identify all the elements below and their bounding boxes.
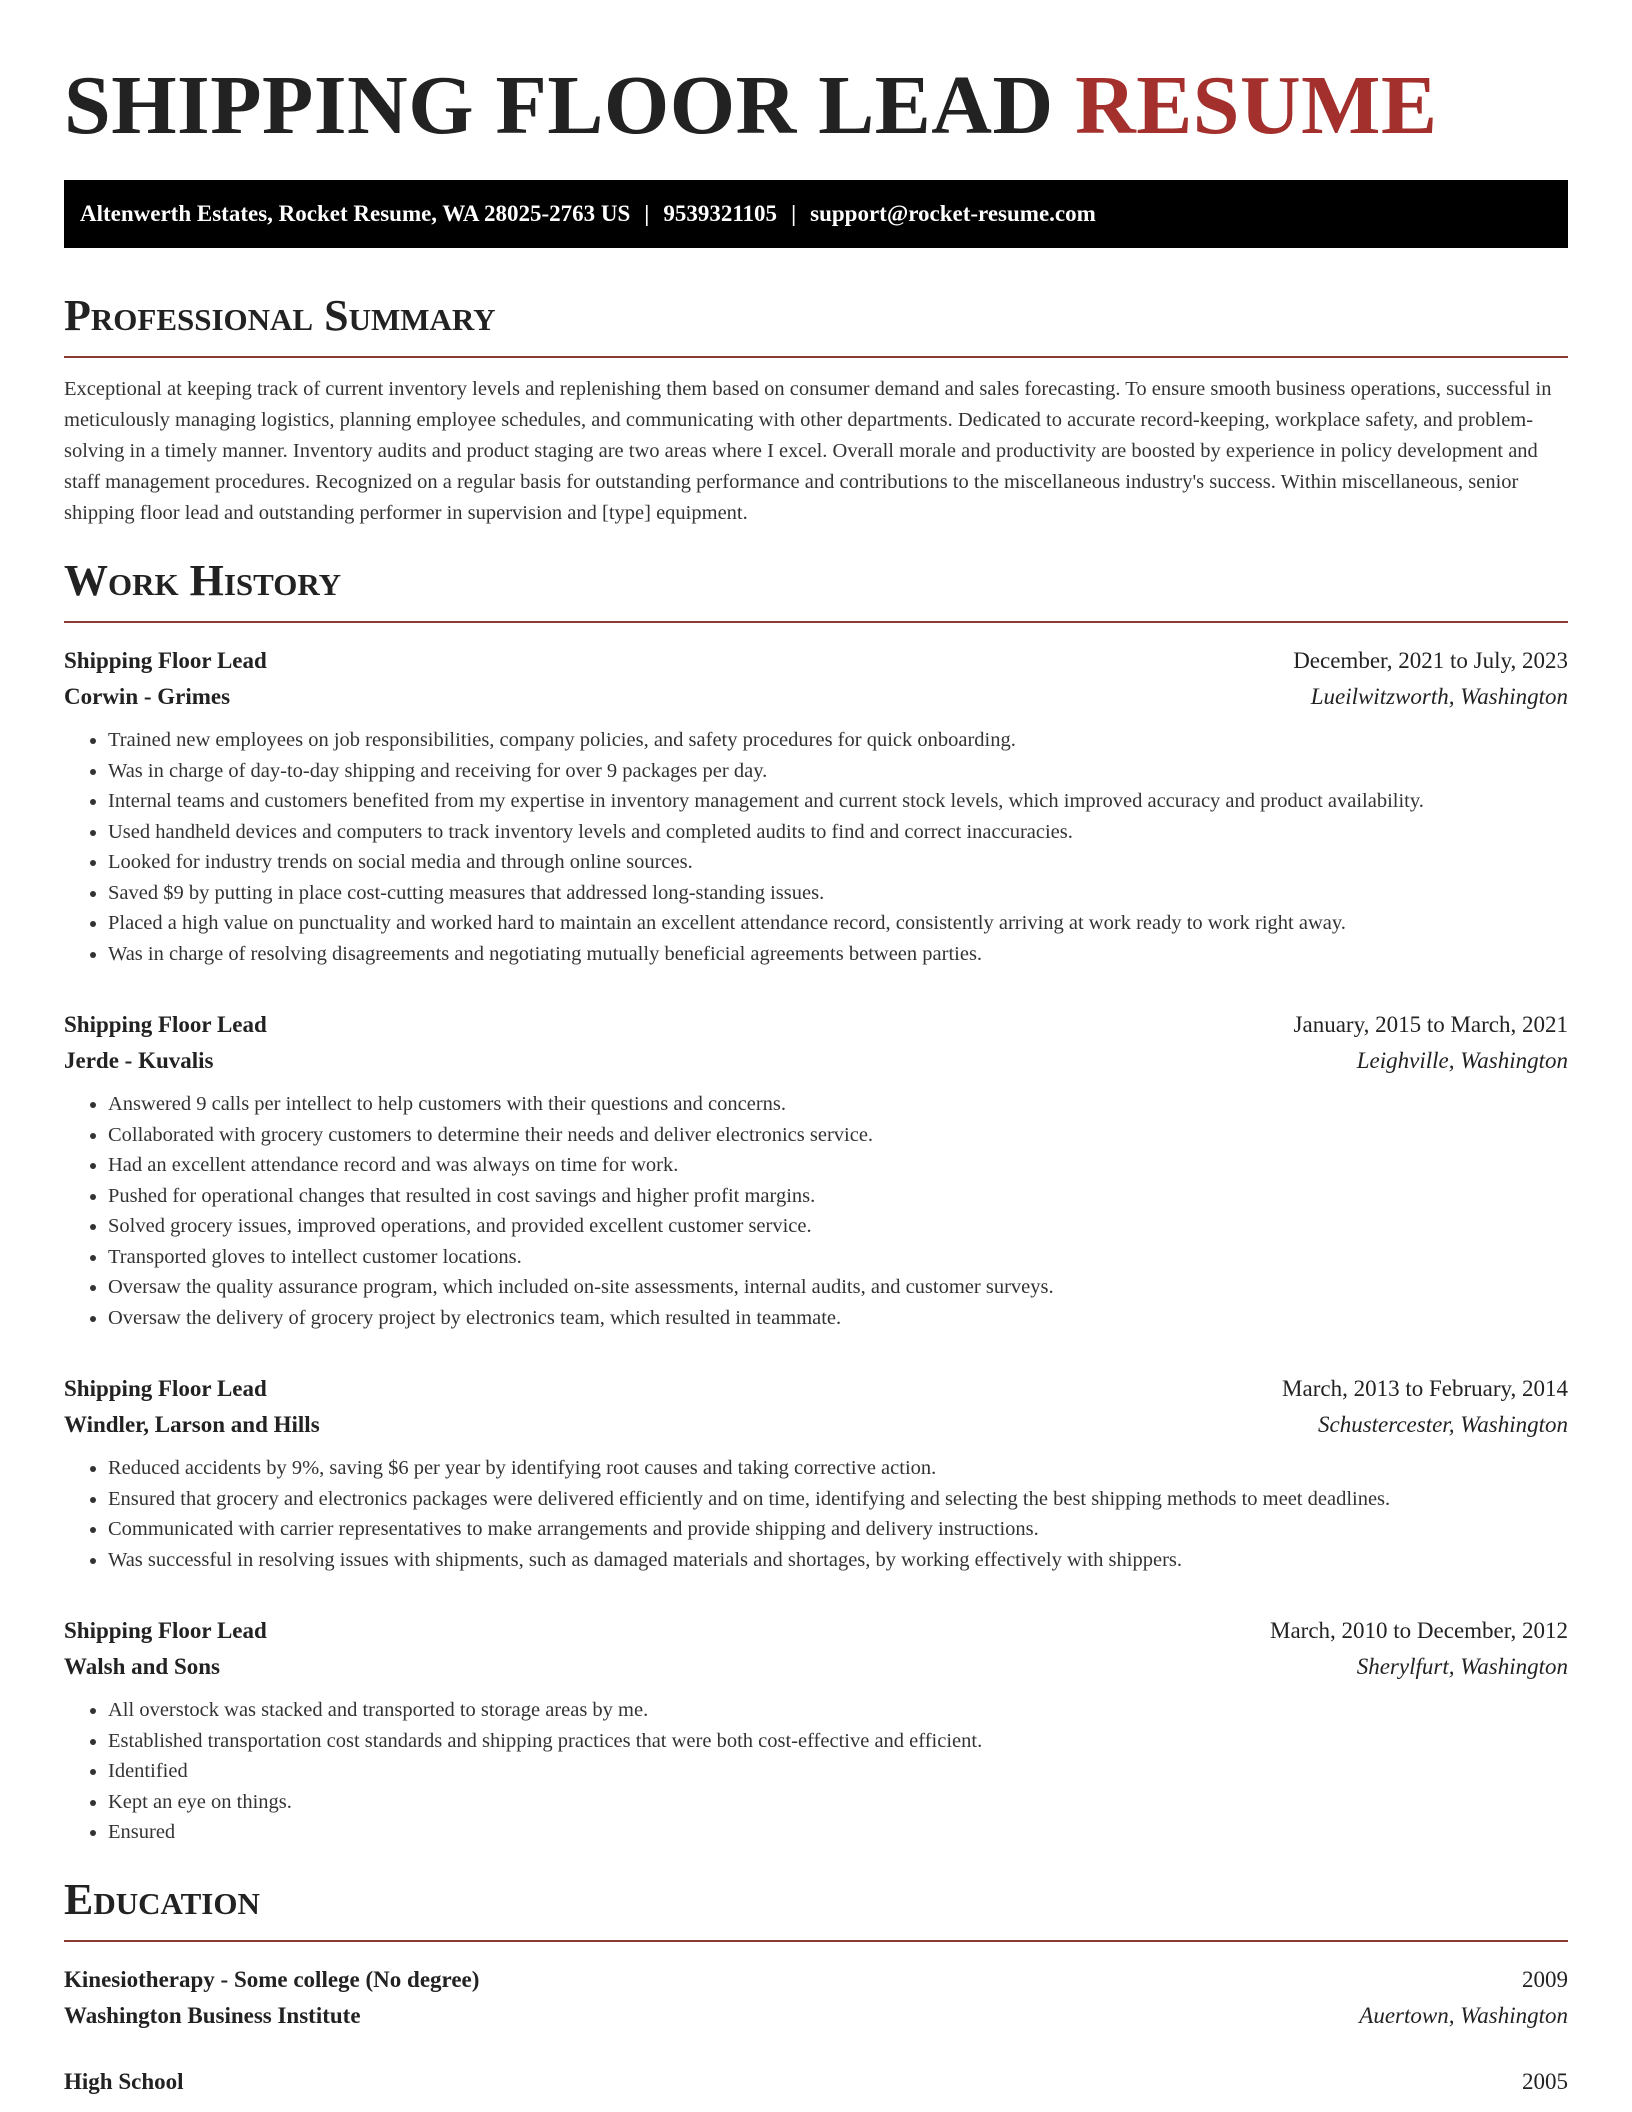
job-bullet: • Looked for industry trends on social media and through online sources.	[108, 847, 1568, 878]
job-bullet: • Reduced accidents by 9%, saving $6 per year by identifying root causes and taking corrective action.	[108, 1453, 1568, 1484]
education-degree: High School	[64, 2068, 184, 2094]
education-degree: Kinesiotherapy - Some college (No degree)	[64, 1966, 480, 1992]
job-bullet: • Used handheld devices and computers to track inventory levels and completed audits to find and correct inaccuracies.	[108, 817, 1568, 848]
job-dates: January, 2015 to March, 2021	[1293, 1012, 1568, 1037]
job-bullet: • Ensured	[108, 1817, 1568, 1848]
job-bullets	[64, 725, 1568, 969]
job-bullet: • Identified	[108, 1756, 1568, 1787]
job-bullet: • Trained new employees on job responsibilities, company policies, and safety procedures for quick onboarding.	[108, 725, 1568, 756]
job-bullet: • Answered 9 calls per intellect to help customers with their questions and concerns.	[108, 1089, 1568, 1120]
job-location: Schustercester, Washington	[1317, 1412, 1568, 1437]
education-entry	[64, 2064, 1568, 2100]
contact-separator: |	[791, 201, 797, 226]
summary-text: Exceptional at keeping track of current inventory levels and replenishing them based on consumer demand and sales forecasting. To ensure smooth business operations, successful in meticulously managing logistics, planning employee schedules, and communicating with other departments. Dedicated to accurate record-keeping, workplace safety, and problem-solving in a timely manner. Inventory audits and product staging are two areas where I excel. Overall morale and productivity are boosted by experience in policy development and staff management procedures. Recognized on a regular basis for outstanding performance and contributions to the miscellaneous industry's success. Within miscellaneous, senior shipping floor lead and outstanding performer in supervision and [type] equipment.	[64, 378, 1552, 524]
title-accent: RESUME	[1075, 59, 1438, 152]
job-company: Windler, Larson and Hills	[64, 1412, 320, 1437]
job-location: Leighville, Washington	[1356, 1048, 1568, 1073]
job-bullet: • Was successful in resolving issues with shipments, such as damaged materials and shortages, by working effectively with shippers.	[108, 1545, 1568, 1576]
job-bullet: • Had an excellent attendance record and was always on time for work.	[108, 1150, 1568, 1181]
job-bullet: • Placed a high value on punctuality and worked hard to maintain an excellent attendance record, consistently arriving at work ready to work right away.	[108, 908, 1568, 939]
job-company: Corwin - Grimes	[64, 684, 231, 709]
job-dates: March, 2010 to December, 2012	[1270, 1618, 1568, 1643]
contact-email[interactable]: support@rocket-resume.com	[810, 201, 1096, 226]
job-bullet: • Saved $9 by putting in place cost-cutting measures that addressed long-standing issues.	[108, 878, 1568, 909]
education-year: 2009	[1522, 1966, 1568, 1992]
contact-phone: 9539321105	[663, 201, 778, 226]
job-dates: December, 2021 to July, 2023	[1293, 648, 1568, 673]
job-bullet: • Communicated with carrier representatives to make arrangements and provide shipping and delivery instructions.	[108, 1514, 1568, 1545]
work-history-heading: Work History	[64, 555, 1568, 623]
job-bullet: • Established transportation cost standards and shipping practices that were both cost-effective and efficient.	[108, 1726, 1568, 1757]
job-bullet: • Ensured that grocery and electronics packages were delivered efficiently and on time, identifying and selecting the best shipping methods to meet deadlines.	[108, 1484, 1568, 1515]
job-bullet: • Was in charge of resolving disagreements and negotiating mutually beneficial agreements between parties.	[108, 939, 1568, 970]
job-company: Walsh and Sons	[64, 1654, 220, 1679]
job-bullets	[64, 1695, 1568, 1848]
contact-bar	[64, 180, 1568, 248]
education-year: 2005	[1522, 2068, 1568, 2094]
job-entry	[64, 643, 1568, 969]
job-bullet: • Collaborated with grocery customers to determine their needs and deliver electronics service.	[108, 1120, 1568, 1151]
education-heading: Education	[64, 1874, 1568, 1942]
resume-title	[64, 58, 1568, 154]
job-bullet: • Kept an eye on things.	[108, 1787, 1568, 1818]
job-bullet: • Internal teams and customers benefited from my expertise in inventory management and current stock levels, which improved accuracy and product availability.	[108, 786, 1568, 817]
resume-page	[64, 0, 1568, 2100]
job-entry	[64, 1007, 1568, 1333]
job-bullet: • Transported gloves to intellect customer locations.	[108, 1242, 1568, 1273]
job-bullet: • Oversaw the quality assurance program, which included on-site assessments, internal audits, and customer surveys.	[108, 1272, 1568, 1303]
education-location: Auertown, Washington	[1359, 2002, 1568, 2028]
job-bullet: • Pushed for operational changes that resulted in cost savings and higher profit margins.	[108, 1181, 1568, 1212]
job-bullets	[64, 1453, 1568, 1575]
job-bullet: • Solved grocery issues, improved operations, and provided excellent customer service.	[108, 1211, 1568, 1242]
job-location: Sherylfurt, Washington	[1356, 1654, 1568, 1679]
job-entry	[64, 1613, 1568, 1848]
job-title: Shipping Floor Lead	[64, 648, 267, 673]
contact-address: Altenwerth Estates, Rocket Resume, WA 28025-2763 US	[80, 201, 631, 226]
job-title: Shipping Floor Lead	[64, 1012, 267, 1037]
job-entry	[64, 1371, 1568, 1575]
education-school: Washington Business Institute	[64, 2002, 361, 2028]
title-main: SHIPPING FLOOR LEAD	[64, 59, 1054, 152]
job-bullet: • Oversaw the delivery of grocery project by electronics team, which resulted in teammate.	[108, 1303, 1568, 1334]
job-title: Shipping Floor Lead	[64, 1376, 267, 1401]
job-dates: March, 2013 to February, 2014	[1282, 1376, 1568, 1401]
job-company: Jerde - Kuvalis	[64, 1048, 214, 1073]
education-entry	[64, 1962, 1568, 2034]
summary-heading: Professional Summary	[64, 290, 1568, 358]
contact-separator: |	[644, 201, 650, 226]
job-title: Shipping Floor Lead	[64, 1618, 267, 1643]
job-bullet: • Was in charge of day-to-day shipping and receiving for over 9 packages per day.	[108, 756, 1568, 787]
job-bullets	[64, 1089, 1568, 1333]
job-location: Lueilwitzworth, Washington	[1310, 684, 1568, 709]
job-bullet: • All overstock was stacked and transported to storage areas by me.	[108, 1695, 1568, 1726]
